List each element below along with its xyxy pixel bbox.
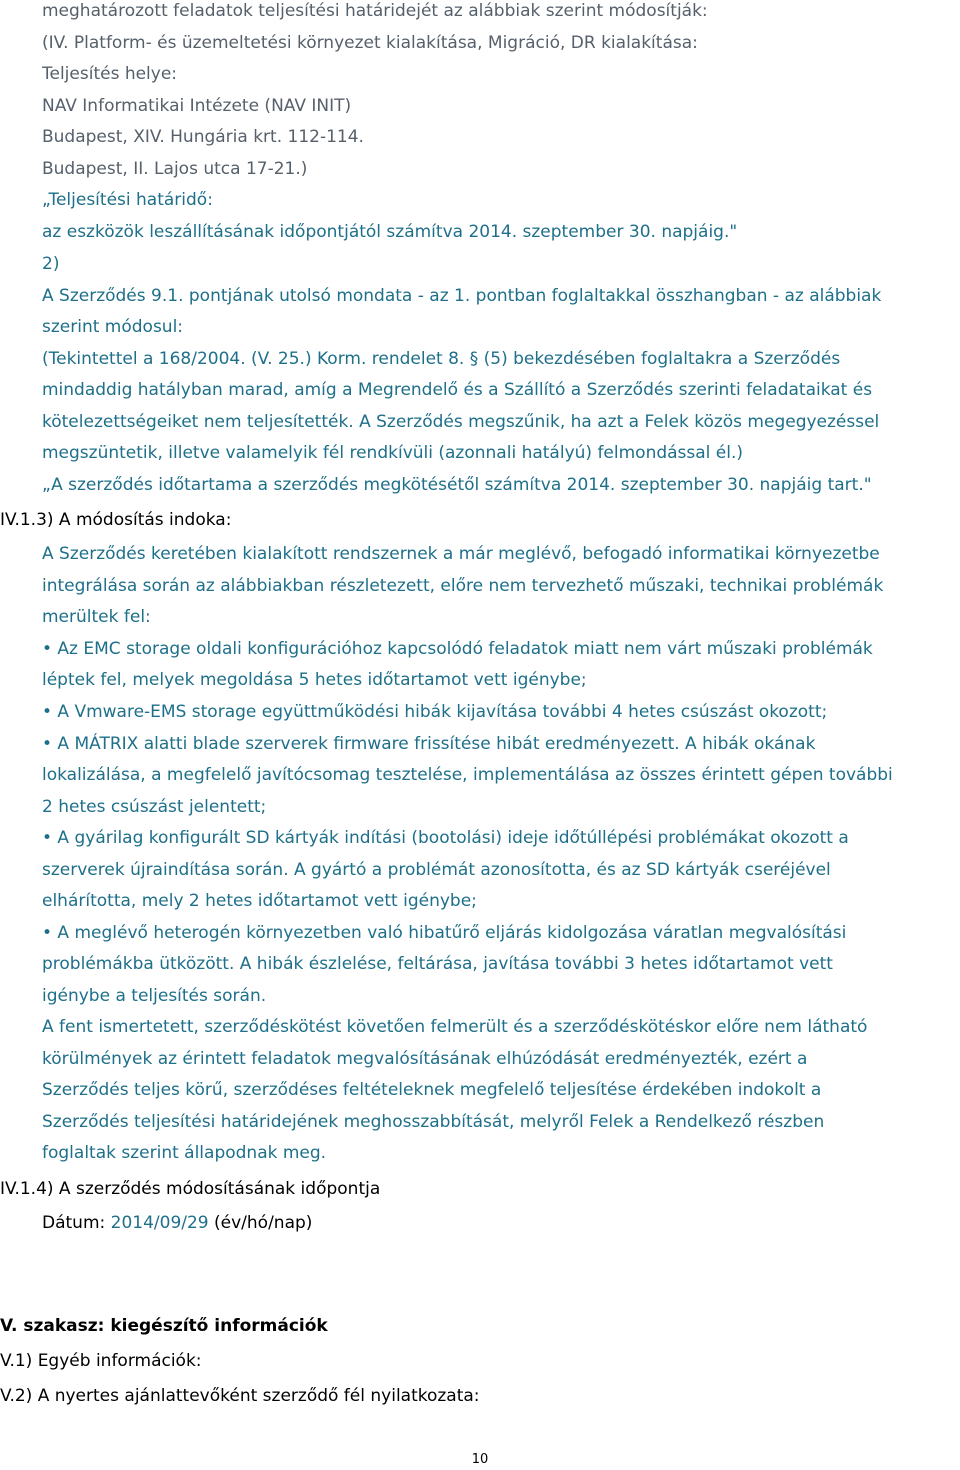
section-v-title: V. szakasz: kiegészítő információk (0, 1316, 328, 1336)
text-line: A fent ismertetett, szerződéskötést követően felmerült és a szerződéskötéskor előre nem látható (42, 1017, 868, 1037)
text-line: Budapest, XIV. Hungária krt. 112-114. (42, 127, 364, 147)
text-line: az eszközök leszállításának időpontjától számítva 2014. szeptember 30. napjáig." (42, 222, 738, 242)
text-line: mindaddig hatályban marad, amíg a Megrendelő és a Szállító a Szerződés szerinti feladataikat és (42, 380, 873, 400)
section-v1: V.1) Egyéb információk: (0, 1351, 202, 1371)
date-unit: (év/hó/nap) (208, 1213, 313, 1233)
text-line: léptek fel, melyek megoldása 5 hetes időtartamot vett igénybe; (42, 670, 587, 690)
section-label: 3) A módosítás indoka: (36, 510, 232, 530)
section-v2: V.2) A nyertes ajánlattevőként szerződő fél nyilatkozata: (0, 1386, 480, 1406)
text-line: meghatározott feladatok teljesítési határidejét az alábbiak szerint módosítják: (42, 1, 708, 21)
text-line: A Szerződés 9.1. pontjának utolsó mondata - az 1. pontban foglaltakkal összhangban - az alábbiak (42, 286, 882, 306)
text-line: problémákba ütközött. A hibák észlelése, feltárása, javítása további 3 hetes időtartamot vett (42, 954, 833, 974)
bullet-line: • A meglévő heterogén környezetben való hibatűrő eljárás kidolgozása váratlan megvalósítási (42, 923, 847, 943)
text-line: Teljesítés helye: (42, 64, 178, 84)
text-line: szerverek újraindítása során. A gyártó a problémát azonosította, és az SD kártyák cseréjével (42, 860, 831, 880)
text-line: lokalizálása, a megfelelő javítócsomag tesztelése, implementálása az összes érintett gépen további (42, 765, 893, 785)
bullet-line: • A gyárilag konfigurált SD kártyák indítási (bootolási) ideje időtúllépési problémákat okozott a (42, 828, 849, 848)
date-label: Dátum: (42, 1213, 111, 1233)
text-line: Budapest, II. Lajos utca 17-21.) (42, 159, 308, 179)
section-heading-iv14 (0, 1178, 380, 1200)
section-prefix: IV.1. (0, 1179, 37, 1199)
text-line: Szerződés teljesítési határidejének meghosszabbítását, melyről Felek a Rendelkező részben (42, 1112, 825, 1132)
section-heading-iv13 (0, 509, 231, 531)
text-line: integrálása során az alábbiakban részletezett, előre nem tervezhető műszaki, technikai problémák (42, 576, 884, 596)
section-label: 4) A szerződés módosításának időpontja (36, 1179, 381, 1199)
text-line: szerint módosul: (42, 317, 184, 337)
text-line: kötelezettségeiket nem teljesítették. A Szerződés megszűnik, ha azt a Felek közös megegyezéssel (42, 412, 880, 432)
text-line: megszüntetik, illetve valamelyik fél rendkívüli (azonnali hatályú) felmondással él.) (42, 443, 744, 463)
text-line: 2 hetes csúszást jelentett; (42, 797, 267, 817)
date-line (42, 1212, 312, 1234)
date-value: 2014/09/29 (110, 1213, 209, 1233)
bullet-line: • A MÁTRIX alatti blade szerverek firmware frissítése hibát eredményezett. A hibák okának (42, 734, 816, 754)
text-line: merültek fel: (42, 607, 151, 627)
text-line: „Teljesítési határidő: (42, 190, 213, 210)
page-number: 10 (471, 1452, 489, 1467)
text-line: 2) (42, 254, 60, 274)
text-line: A Szerződés keretében kialakított rendszernek a már meglévő, befogadó informatikai környezetbe (42, 544, 880, 564)
text-line: körülmények az érintett feladatok megvalósításának elhúzódását eredményezték, ezért a (42, 1049, 808, 1069)
text-line: Szerződés teljes körű, szerződéses feltételeknek megfelelő teljesítése érdekében indokolt a (42, 1080, 822, 1100)
bullet-line: • A Vmware-EMS storage együttműködési hibák kijavítása további 4 hetes csúszást okozott; (42, 702, 828, 722)
text-line: (Tekintettel a 168/2004. (V. 25.) Korm. rendelet 8. § (5) bekezdésében foglaltakra a Szerződés (42, 349, 841, 369)
text-line: foglaltak szerint állapodnak meg. (42, 1143, 327, 1163)
section-prefix: IV.1. (0, 510, 37, 530)
bullet-line: • Az EMC storage oldali konfigurációhoz kapcsolódó feladatok miatt nem várt műszaki problémák (42, 639, 873, 659)
text-line: (IV. Platform- és üzemeltetési környezet kialakítása, Migráció, DR kialakítása: (42, 33, 698, 53)
text-line: igénybe a teljesítés során. (42, 986, 267, 1006)
text-line: NAV Informatikai Intézete (NAV INIT) (42, 96, 352, 116)
text-line: elhárította, mely 2 hetes időtartamot vett igénybe; (42, 891, 477, 911)
text-line: „A szerződés időtartama a szerződés megkötésétől számítva 2014. szeptember 30. napjáig tart." (42, 475, 872, 495)
